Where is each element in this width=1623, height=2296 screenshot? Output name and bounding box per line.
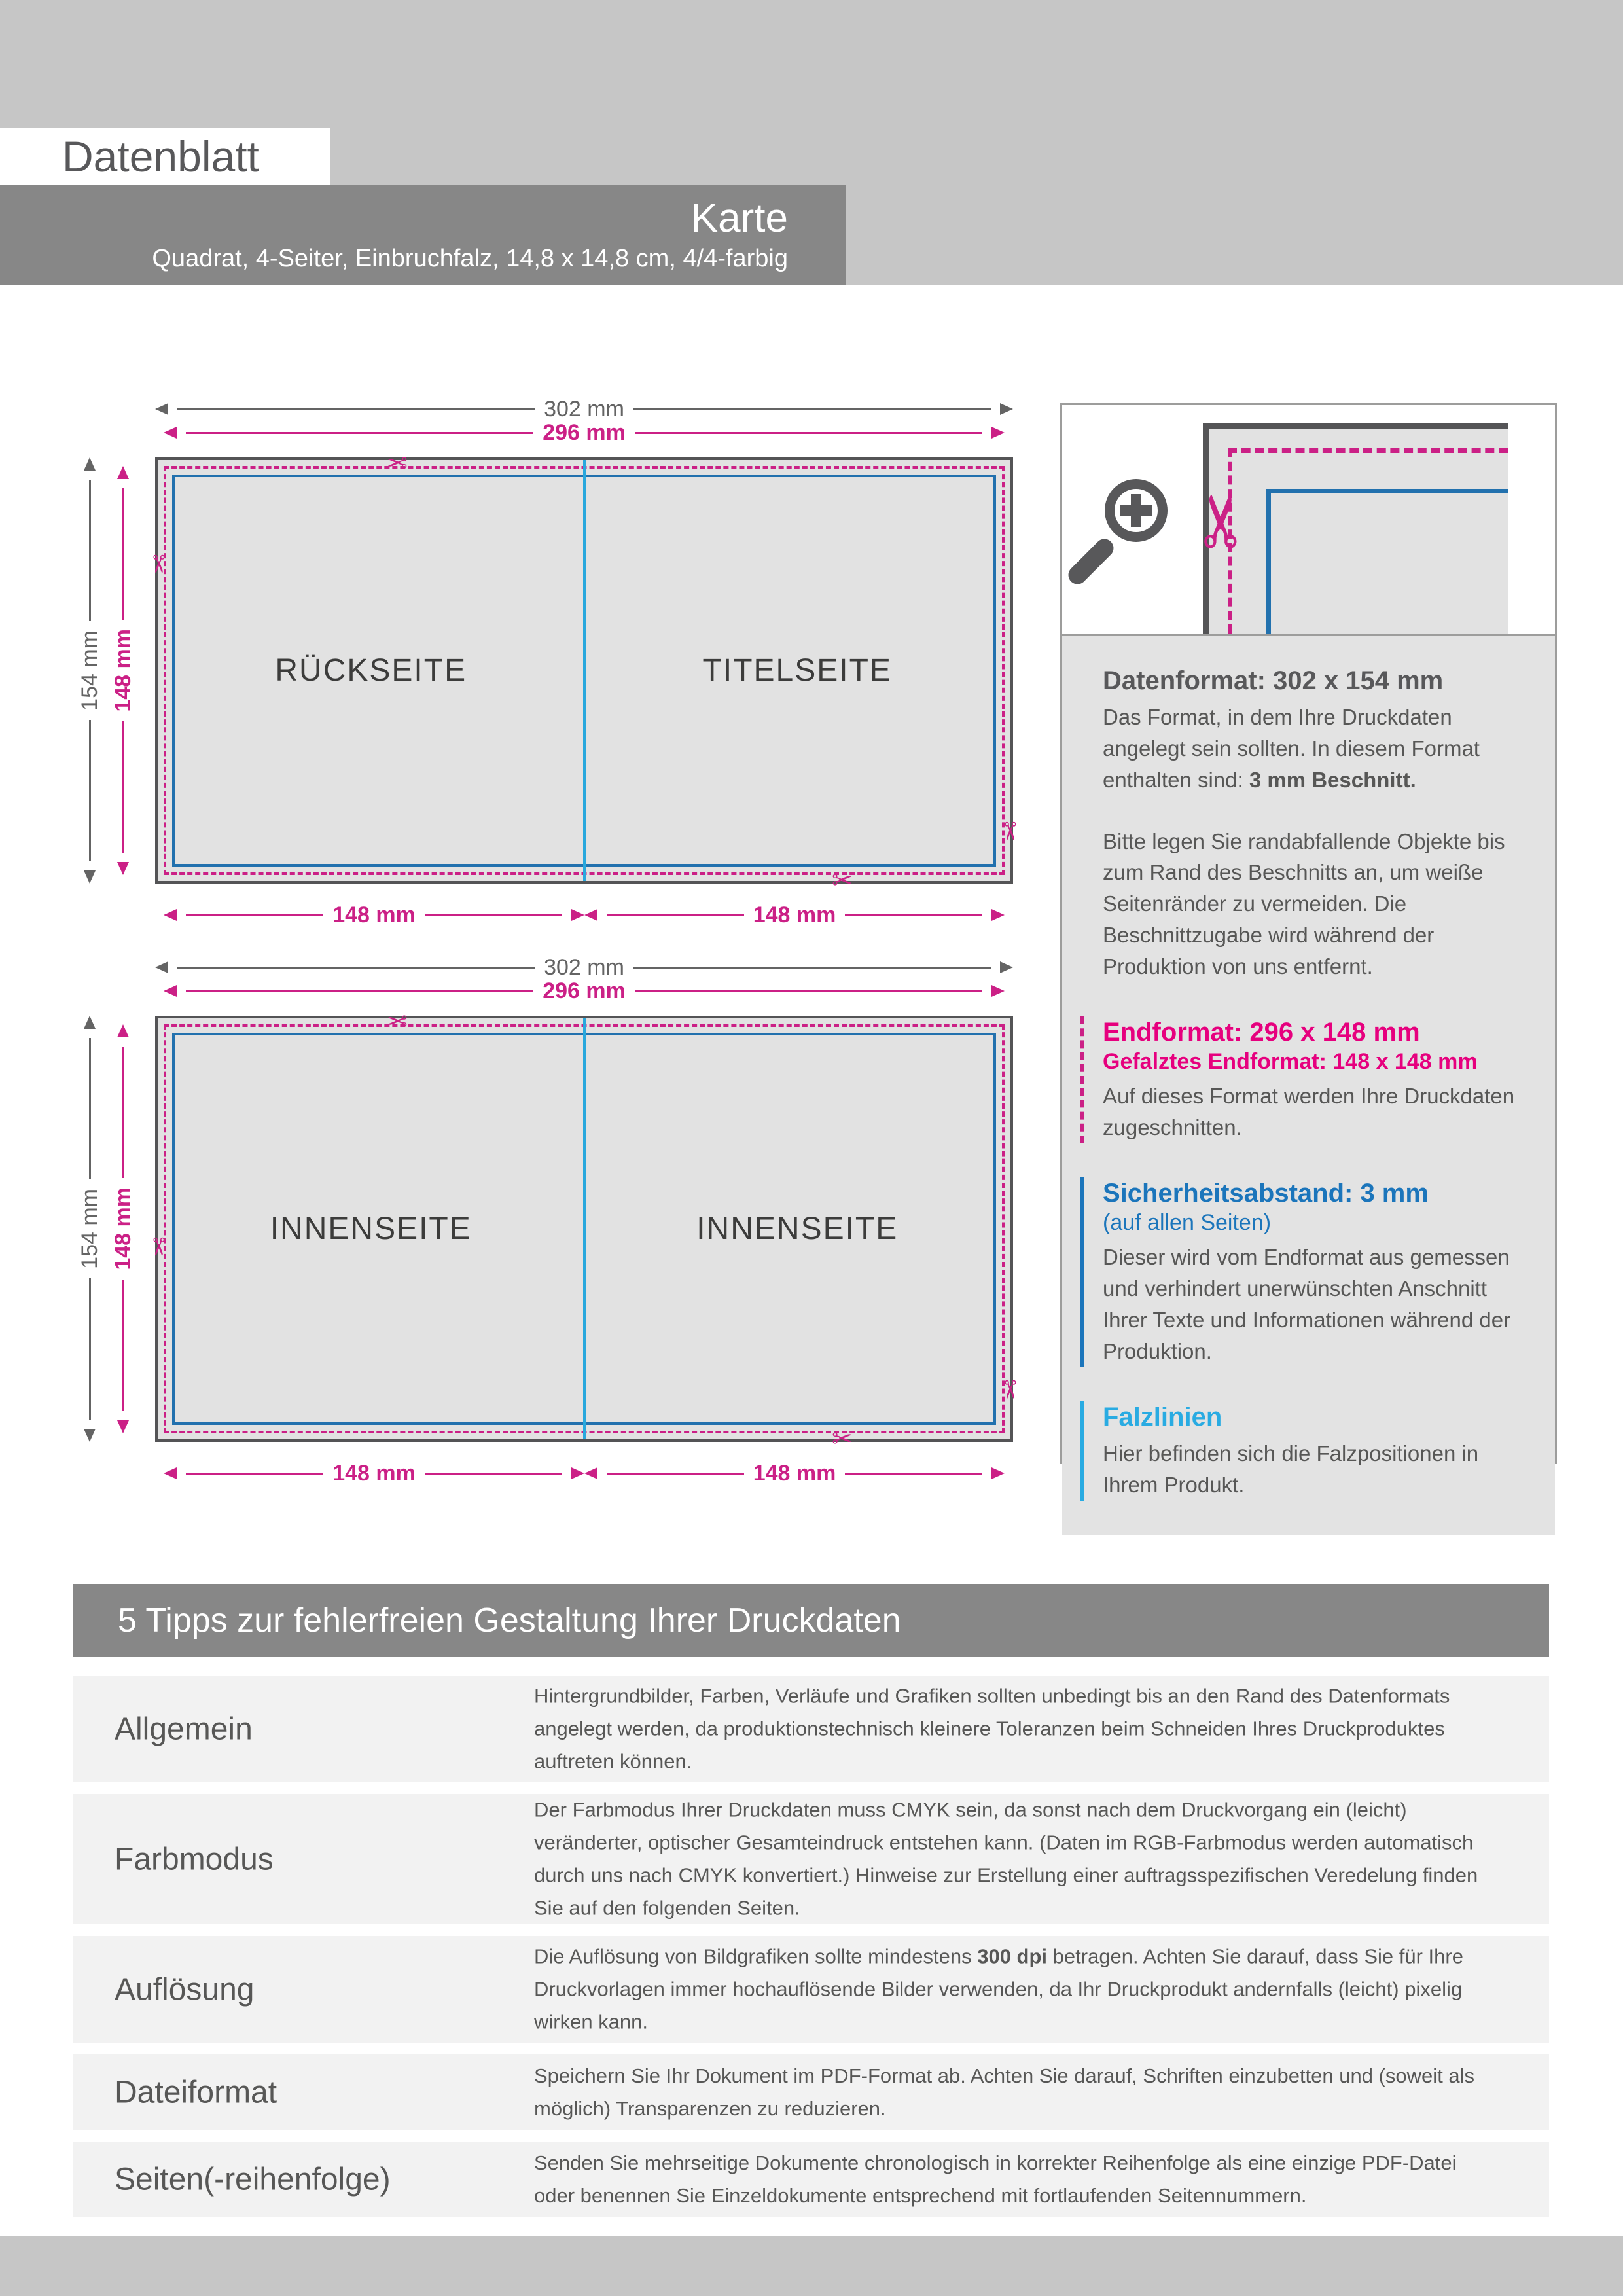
tip-label: Allgemein [115,1712,253,1746]
tip-text: Speichern Sie Ihr Dokument im PDF-Format ab. Achten Sie darauf, Schriften einzubetten und (soweit als möglich) Transparenzen zu reduzieren. [534,2064,1475,2120]
dimension-label: 296 mm [543,978,626,1003]
dimension-label: 154 mm [77,1189,102,1269]
legend-body: Hier befinden sich die Falzpositionen in Ihrem Produkt. [1103,1441,1479,1497]
tip-row-aufloesung [73,1936,1549,2043]
page-panel-label: INNENSEITE [270,1211,472,1246]
detail-cut-line [1228,448,1508,453]
tip-text: Senden Sie mehrseitige Dokumente chronologisch in korrekter Reihenfolge als eine einzige PDF-Datei oder benennen Sie Einzeldokumente entsprechend mit fortlaufenden Seitennummern. [534,2151,1457,2207]
legend-heading: Endformat: 296 x 148 mm [1103,1017,1420,1047]
scissors-icon: ✂ [832,866,853,895]
scissors-icon: ✂ [143,1236,173,1257]
page-panel-label: TITELSEITE [702,653,892,688]
legend-panel [1060,403,1557,1497]
legend-body: Auf dieses Format werden Ihre Druckdaten zugeschnitten. [1103,1084,1515,1140]
legend-body: Das Format, in dem Ihre Druckdaten angelegt sein sollten. In diesem Format enthalten sind: 3 mm Beschnitt. [1103,705,1480,792]
detail-safety-line [1266,489,1271,634]
scissors-icon: ✂ [143,554,173,575]
legend-block-endformat [1080,1016,1531,1143]
tip-text: Die Auflösung von Bildgrafiken sollte mindestens 300 dpi betragen. Achten Sie darauf, dass Sie für Ihre Druckvorlagen immer hochauflösende Bilder verwenden, da Ihr Druckprodukt andernfalls (leicht) pixelig wirken kann. [534,1945,1463,2034]
product-subtitle: Quadrat, 4-Seiter, Einbruchfalz, 14,8 x 14,8 cm, 4/4-farbig [152,245,788,273]
tip-label: Dateiformat [115,2075,277,2110]
legend-block-datenformat [1080,665,1531,982]
tip-text: Hintergrundbilder, Farben, Verläufe und Grafiken sollten unbedingt bis an den Rand des Datenformats angelegt werden, da produktionstechnisch kleinere Toleranzen beim Schneiden Ihres Druckproduktes auftreten können. [534,1684,1450,1773]
scissors-icon: ✂ [832,1424,853,1453]
card-layout-inside [143,1006,1025,1453]
dimension-label: 302 mm [544,954,624,980]
product-header-band [0,185,846,285]
diagram-outside [0,383,1113,946]
page-panel-label: RÜCKSEITE [275,653,467,688]
dimension-endformat-width [164,978,1005,1003]
dimension-label: 148 mm [753,902,836,927]
dimension-half-width-right [584,1460,1005,1486]
legend-text-area [1062,636,1555,1535]
corner-detail-illustration [1062,405,1555,634]
legend-body: Bitte legen Sie randabfallende Objekte bis zum Rand des Beschnitts an, um weiße Seitenränder zu vermeiden. Die Beschnittzugabe wird während der Produktion von uns entfernt. [1103,829,1505,978]
tips-header-band [73,1584,1549,1657]
tip-text: Der Farbmodus Ihrer Druckdaten muss CMYK sein, da sonst nach dem Druckvorgang ein (leicht) veränderter, optischer Gesamteindruck entstehen kann. (Daten im RGB-Farbmodus werden automatisch durch uns nach CMYK konvertiert.) Hinweise zur Erstellung einer auftragsspezifischen Veredelung finden Sie auf den folgenden Seiten. [534,1798,1478,1920]
detail-safety-line [1266,489,1508,493]
dimension-label: 148 mm [332,1460,416,1486]
legend-body: Dieser wird vom Endformat aus gemessen und verhindert unerwünschten Anschnitt Ihrer Texte und Informationen während der Produktion. [1103,1245,1511,1363]
scissors-icon: ✂ [387,1006,408,1035]
legend-subheading: (auf allen Seiten) [1103,1210,1272,1235]
page-panel-label: INNENSEITE [696,1211,899,1246]
scissors-icon: ✂ [995,821,1025,842]
dimension-endformat-height [109,1024,137,1433]
tip-label: Auflösung [115,1972,255,2007]
magnifier-handle [1065,535,1118,588]
magnifier-plus-icon [1131,494,1141,527]
legend-heading: Datenformat: 302 x 154 mm [1103,666,1444,695]
dimension-datenformat-width [155,954,1013,980]
detail-datenformat-edge [1203,423,1508,429]
dimension-datenformat-height [75,1016,104,1442]
tip-row-dateiformat [73,2054,1549,2130]
dimension-label: 296 mm [543,420,626,445]
scissors-icon: ✂ [1180,490,1264,552]
product-name: Karte [690,195,788,241]
legend-block-sicherheitsabstand [1080,1177,1531,1367]
dimension-label: 302 mm [544,396,624,422]
dimension-endformat-width [164,420,1005,445]
tip-label: Seiten(-reihenfolge) [115,2162,391,2197]
scissors-icon: ✂ [995,1379,1025,1400]
card-layout-outside [143,448,1025,895]
dimension-half-width-left [164,1460,584,1486]
legend-block-falzlinien [1080,1401,1531,1501]
tip-row-seitenreihenfolge [73,2142,1549,2217]
legend-heading: Falzlinien [1103,1402,1222,1431]
diagram-inside [0,941,1113,1504]
tip-row-farbmodus [73,1794,1549,1924]
legend-heading: Sicherheitsabstand: 3 mm [1103,1178,1429,1208]
document-title-box [0,128,330,185]
dimension-label: 148 mm [110,629,135,712]
dimension-datenformat-height [75,457,104,884]
dimension-half-width-left [164,902,584,927]
dimension-endformat-height [109,466,137,875]
dimension-label: 154 mm [77,630,102,711]
scissors-icon: ✂ [387,448,408,476]
tip-label: Farbmodus [115,1842,274,1876]
document-title: Datenblatt [62,132,259,181]
dimension-half-width-right [584,902,1005,927]
dimension-datenformat-width [155,396,1013,422]
tip-row-allgemein [73,1676,1549,1782]
dimension-label: 148 mm [753,1460,836,1486]
tips-heading: 5 Tipps zur fehlerfreien Gestaltung Ihrer Druckdaten [118,1602,901,1640]
footer-bar [0,2236,1623,2296]
dimension-label: 148 mm [332,902,416,927]
legend-subheading: Gefalztes Endformat: 148 x 148 mm [1103,1049,1478,1074]
dimension-label: 148 mm [110,1187,135,1270]
